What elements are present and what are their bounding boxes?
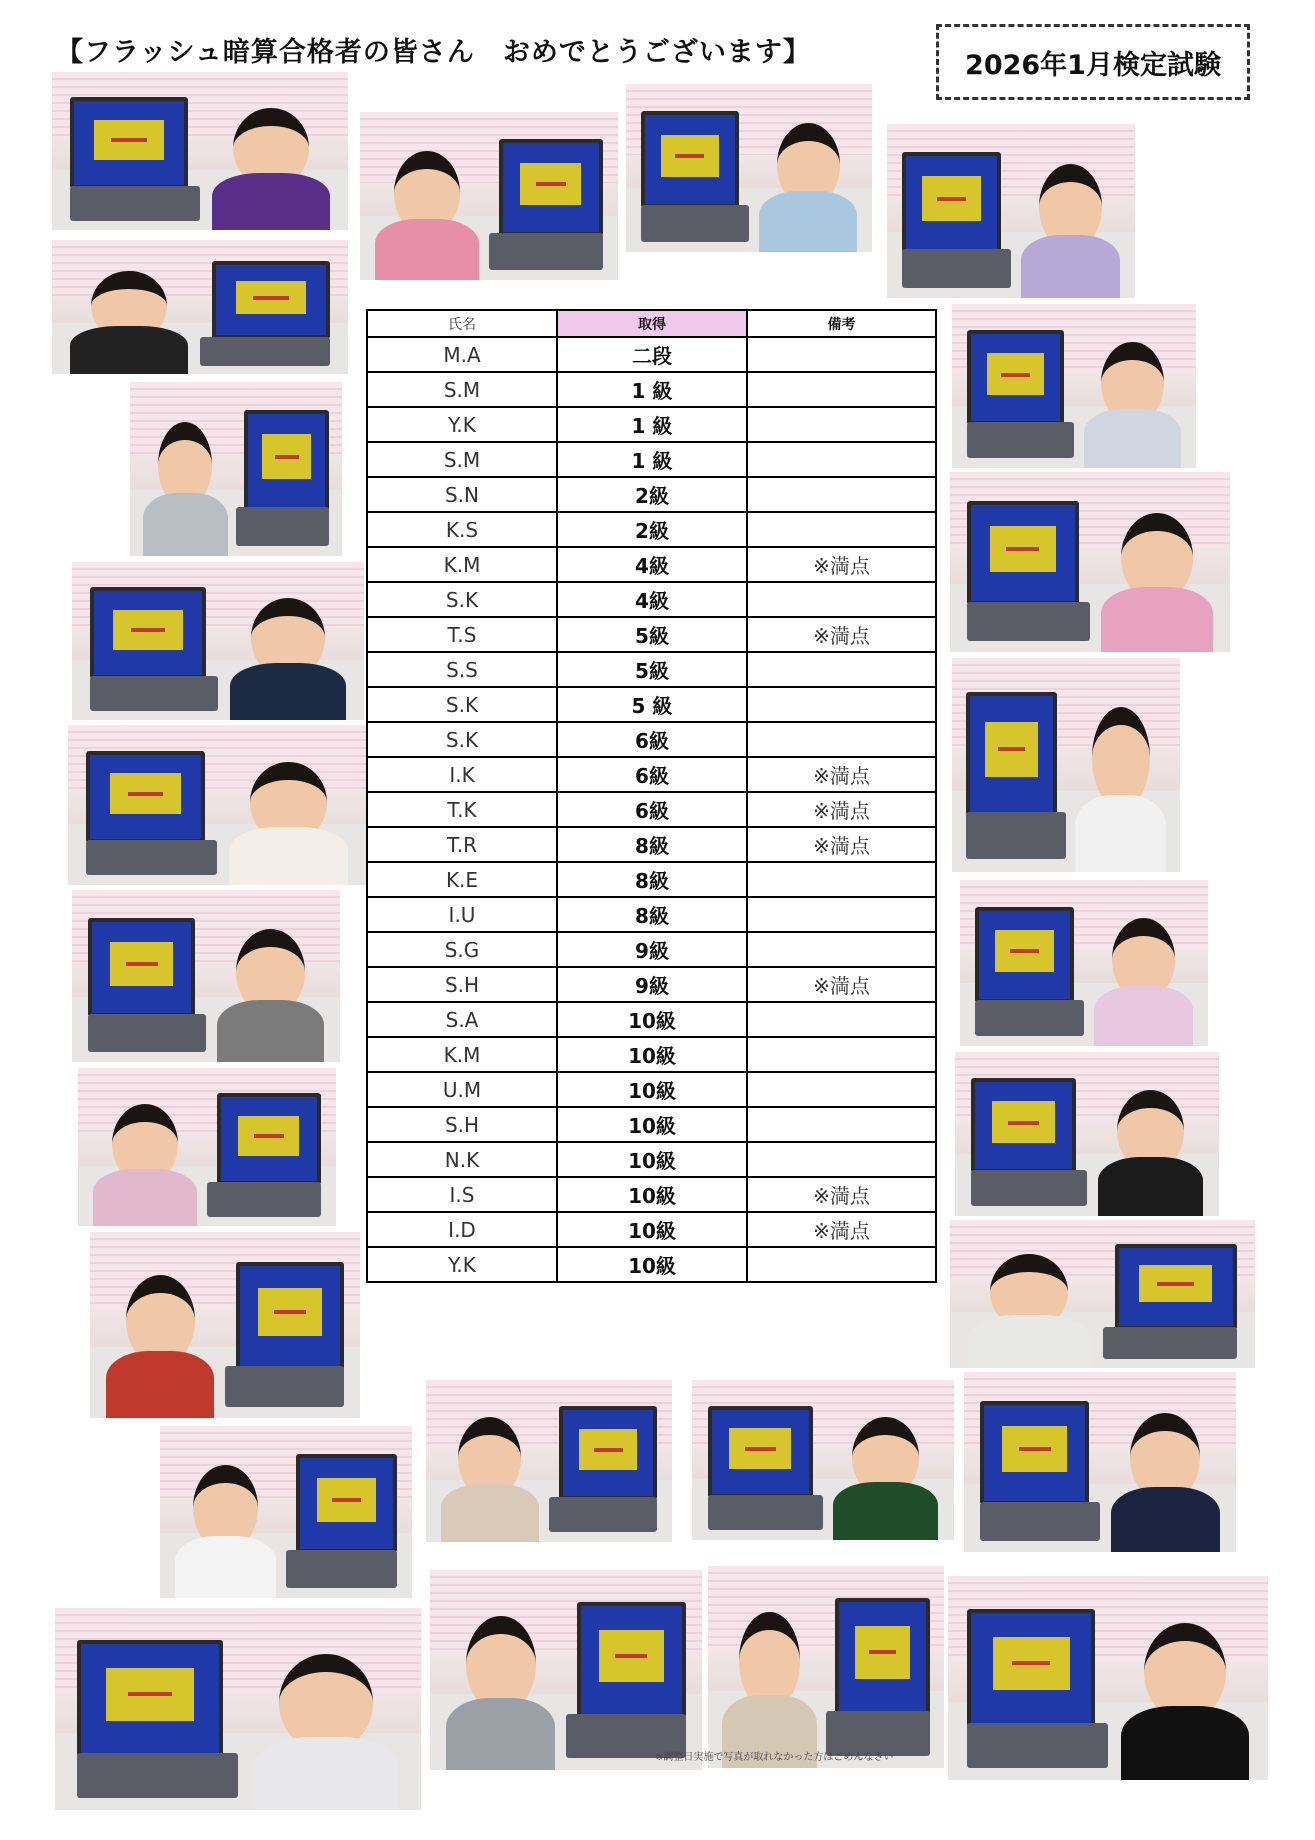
- student-figure: [759, 114, 857, 252]
- student-photo: [52, 72, 348, 230]
- student-photo: [360, 112, 618, 280]
- student-body: [217, 1000, 324, 1062]
- laptop-icon: [980, 1401, 1089, 1505]
- keyboard: [641, 205, 749, 242]
- note-cell: [747, 582, 936, 617]
- table-row: [367, 967, 936, 1002]
- student-figure: [217, 921, 324, 1062]
- student-figure: [968, 1247, 1090, 1368]
- grade-cell: 10級: [557, 1002, 747, 1037]
- note-cell: [747, 1142, 936, 1177]
- laptop-icon: [967, 501, 1079, 605]
- name-cell: S.H: [367, 1107, 557, 1142]
- table-row: [367, 617, 936, 652]
- note-cell: [747, 932, 936, 967]
- student-body: [1121, 1706, 1249, 1780]
- grade-cell: 1 級: [557, 372, 747, 407]
- student-photo: [887, 124, 1135, 298]
- name-cell: K.E: [367, 862, 557, 897]
- student-body: [93, 1169, 196, 1226]
- student-figure: [1075, 697, 1166, 872]
- name-cell: T.K: [367, 792, 557, 827]
- grade-cell: 2級: [557, 477, 747, 512]
- student-photo: [948, 1576, 1268, 1780]
- table-row: [367, 1072, 936, 1107]
- keyboard: [1103, 1327, 1237, 1360]
- name-cell: I.K: [367, 757, 557, 792]
- laptop-icon: [86, 751, 205, 844]
- note-cell: [747, 1107, 936, 1142]
- column-header-note: 備考: [747, 310, 936, 337]
- table-row: [367, 1107, 936, 1142]
- note-cell: ※満点: [747, 1212, 936, 1247]
- laptop-icon: [296, 1454, 397, 1554]
- student-body: [253, 1737, 399, 1810]
- keyboard: [200, 337, 330, 366]
- grade-cell: 6級: [557, 757, 747, 792]
- table-row: [367, 652, 936, 687]
- student-body: [1094, 986, 1193, 1046]
- student-body: [833, 1482, 938, 1540]
- grade-cell: 5級: [557, 652, 747, 687]
- keyboard: [980, 1502, 1100, 1542]
- note-cell: ※満点: [747, 967, 936, 1002]
- student-photo: [130, 382, 342, 556]
- student-figure: [1094, 910, 1193, 1046]
- student-figure: [1101, 504, 1213, 652]
- grade-cell: 5級: [557, 617, 747, 652]
- grade-cell: 6級: [557, 792, 747, 827]
- laptop-icon: [212, 261, 330, 339]
- name-cell: I.U: [367, 897, 557, 932]
- student-photo: [160, 1426, 412, 1598]
- keyboard: [207, 1182, 321, 1217]
- laptop-icon: [835, 1598, 929, 1715]
- note-cell: [747, 1247, 936, 1282]
- grade-cell: 4級: [557, 547, 747, 582]
- keyboard: [286, 1550, 397, 1588]
- note-cell: [747, 1037, 936, 1072]
- name-cell: K.M: [367, 547, 557, 582]
- laptop-icon: [88, 918, 195, 1018]
- note-cell: [747, 337, 936, 372]
- note-cell: ※満点: [747, 547, 936, 582]
- grade-cell: 10級: [557, 1212, 747, 1247]
- keyboard: [489, 233, 603, 270]
- student-photo: [950, 1220, 1255, 1368]
- student-figure: [175, 1457, 276, 1598]
- grade-cell: 10級: [557, 1072, 747, 1107]
- student-body: [1111, 1487, 1220, 1552]
- student-figure: [375, 142, 478, 280]
- student-figure: [446, 1606, 555, 1770]
- name-cell: Y.K: [367, 1247, 557, 1282]
- keyboard: [902, 249, 1011, 287]
- grade-cell: 2級: [557, 512, 747, 547]
- column-header-grade: 取得: [557, 310, 747, 337]
- name-cell: S.K: [367, 722, 557, 757]
- student-figure: [1084, 334, 1182, 468]
- keyboard: [90, 676, 218, 711]
- keyboard: [708, 1495, 823, 1530]
- table-row: [367, 1247, 936, 1282]
- page-title: 【フラッシュ暗算合格者の皆さん おめでとうございます】: [56, 37, 811, 68]
- table-row: [367, 897, 936, 932]
- note-cell: [747, 407, 936, 442]
- student-photo: [952, 658, 1180, 872]
- student-body: [375, 219, 478, 280]
- laptop-icon: [967, 330, 1065, 425]
- column-header-name: 氏名: [367, 310, 557, 337]
- name-cell: S.M: [367, 442, 557, 477]
- table-row: [367, 1142, 936, 1177]
- student-photo: [708, 1566, 944, 1768]
- note-cell: [747, 652, 936, 687]
- student-body: [1084, 409, 1182, 468]
- grade-cell: 10級: [557, 1177, 747, 1212]
- keyboard: [225, 1366, 344, 1407]
- note-cell: [747, 442, 936, 477]
- student-body: [1098, 1157, 1204, 1216]
- table-row: [367, 1177, 936, 1212]
- student-figure: [93, 1096, 196, 1226]
- student-photo: [55, 1608, 421, 1810]
- grade-cell: 8級: [557, 827, 747, 862]
- laptop-icon: [90, 587, 207, 679]
- student-body: [1075, 795, 1166, 872]
- name-cell: I.D: [367, 1212, 557, 1247]
- name-cell: S.M: [367, 372, 557, 407]
- name-cell: I.S: [367, 1177, 557, 1212]
- grade-cell: 9級: [557, 932, 747, 967]
- table-row: [367, 687, 936, 722]
- student-photo: [72, 890, 340, 1062]
- name-cell: K.M: [367, 1037, 557, 1072]
- name-cell: S.S: [367, 652, 557, 687]
- student-photo: [72, 562, 364, 720]
- note-cell: [747, 687, 936, 722]
- student-photo: [426, 1380, 672, 1542]
- laptop-icon: [77, 1640, 223, 1757]
- note-cell: [747, 897, 936, 932]
- keyboard: [975, 1000, 1084, 1037]
- student-photo: [955, 1052, 1219, 1216]
- grade-cell: 二段: [557, 337, 747, 372]
- laptop-icon: [708, 1406, 813, 1499]
- note-cell: [747, 512, 936, 547]
- laptop-icon: [902, 152, 1001, 253]
- note-cell: [747, 477, 936, 512]
- keyboard: [70, 186, 200, 221]
- keyboard: [966, 812, 1066, 859]
- note-cell: ※満点: [747, 617, 936, 652]
- grade-cell: 1 級: [557, 407, 747, 442]
- laptop-icon: [70, 97, 188, 189]
- student-head: [1092, 707, 1150, 809]
- name-cell: T.S: [367, 617, 557, 652]
- table-row: [367, 512, 936, 547]
- name-cell: S.K: [367, 687, 557, 722]
- table-row: [367, 1212, 936, 1247]
- table-row: [367, 477, 936, 512]
- table-row: [367, 757, 936, 792]
- keyboard: [77, 1753, 238, 1797]
- student-photo: [68, 725, 366, 885]
- student-figure: [106, 1265, 214, 1418]
- student-figure: [833, 1409, 938, 1540]
- laptop-icon: [966, 692, 1057, 816]
- table-row: [367, 862, 936, 897]
- student-photo: [90, 1232, 360, 1418]
- note-cell: [747, 1002, 936, 1037]
- note-cell: ※満点: [747, 792, 936, 827]
- table-row: [367, 337, 936, 372]
- student-body: [441, 1484, 539, 1542]
- grade-cell: 9級: [557, 967, 747, 1002]
- name-cell: K.S: [367, 512, 557, 547]
- name-cell: S.N: [367, 477, 557, 512]
- grade-cell: 10級: [557, 1247, 747, 1282]
- student-figure: [70, 264, 188, 374]
- keyboard: [88, 1014, 206, 1052]
- laptop-icon: [577, 1602, 686, 1718]
- laptop-icon: [971, 1078, 1077, 1173]
- keyboard: [971, 1170, 1087, 1206]
- table-row: [367, 582, 936, 617]
- table-row: [367, 372, 936, 407]
- student-body: [230, 663, 347, 720]
- grade-cell: 10級: [557, 1037, 747, 1072]
- student-figure: [1111, 1404, 1220, 1552]
- note-cell: ※満点: [747, 827, 936, 862]
- laptop-icon: [559, 1406, 657, 1500]
- student-figure: [441, 1409, 539, 1542]
- student-body: [212, 173, 330, 230]
- table-row: [367, 722, 936, 757]
- student-body: [759, 191, 857, 252]
- grade-cell: 6級: [557, 722, 747, 757]
- student-photo: [950, 472, 1230, 652]
- note-cell: [747, 372, 936, 407]
- laptop-icon: [499, 139, 602, 236]
- student-figure: [1098, 1082, 1204, 1216]
- laptop-icon: [244, 410, 329, 511]
- student-body: [143, 493, 228, 556]
- student-figure: [229, 754, 348, 885]
- grade-cell: 5 級: [557, 687, 747, 722]
- grade-cell: 4級: [557, 582, 747, 617]
- keyboard: [236, 507, 329, 545]
- keyboard: [967, 422, 1074, 458]
- note-cell: [747, 722, 936, 757]
- student-body: [446, 1698, 555, 1770]
- student-body: [229, 827, 348, 885]
- table-row: [367, 932, 936, 967]
- student-body: [1101, 587, 1213, 652]
- student-figure: [1121, 1613, 1249, 1780]
- table-row: [367, 827, 936, 862]
- note-cell: ※満点: [747, 757, 936, 792]
- student-photo: [78, 1068, 336, 1226]
- footnote: ※調整日実施で写真が取れなかった方はごめんなさい: [655, 1752, 894, 1763]
- keyboard: [549, 1497, 657, 1533]
- keyboard: [86, 840, 217, 875]
- student-photo: [964, 1372, 1236, 1552]
- student-figure: [212, 100, 330, 230]
- name-cell: S.K: [367, 582, 557, 617]
- laptop-icon: [967, 1609, 1095, 1727]
- grade-cell: 8級: [557, 897, 747, 932]
- laptop-icon: [217, 1093, 320, 1185]
- student-body: [1021, 235, 1120, 298]
- note-cell: ※満点: [747, 1177, 936, 1212]
- student-body: [70, 326, 188, 374]
- grade-cell: 1 級: [557, 442, 747, 477]
- student-figure: [143, 413, 228, 556]
- laptop-icon: [641, 111, 739, 208]
- student-photo: [430, 1570, 702, 1770]
- laptop-icon: [1115, 1244, 1237, 1330]
- laptop-icon: [975, 907, 1074, 1003]
- note-cell: [747, 1072, 936, 1107]
- name-cell: N.K: [367, 1142, 557, 1177]
- results-table: [366, 309, 937, 1283]
- student-photo: [626, 84, 872, 252]
- student-photo: [52, 240, 348, 374]
- table-row: [367, 1002, 936, 1037]
- student-photo: [692, 1380, 954, 1540]
- student-figure: [1021, 155, 1120, 298]
- exam-label: 2026年1月検定試験: [936, 24, 1250, 100]
- student-body: [106, 1351, 214, 1418]
- name-cell: U.M: [367, 1072, 557, 1107]
- table-row: [367, 792, 936, 827]
- laptop-icon: [236, 1262, 344, 1370]
- name-cell: Y.K: [367, 407, 557, 442]
- table-row: [367, 547, 936, 582]
- keyboard: [967, 602, 1090, 642]
- keyboard: [967, 1723, 1108, 1768]
- name-cell: S.H: [367, 967, 557, 1002]
- table-row: [367, 442, 936, 477]
- name-cell: S.G: [367, 932, 557, 967]
- student-figure: [722, 1602, 816, 1768]
- name-cell: S.A: [367, 1002, 557, 1037]
- grade-cell: 10級: [557, 1107, 747, 1142]
- student-photo: [952, 304, 1196, 468]
- student-figure: [230, 590, 347, 720]
- name-cell: T.R: [367, 827, 557, 862]
- table-row: [367, 407, 936, 442]
- student-photo: [960, 880, 1208, 1046]
- grade-cell: 8級: [557, 862, 747, 897]
- note-cell: [747, 862, 936, 897]
- grade-cell: 10級: [557, 1142, 747, 1177]
- student-figure: [253, 1644, 399, 1810]
- name-cell: M.A: [367, 337, 557, 372]
- student-body: [968, 1315, 1090, 1368]
- table-row: [367, 1037, 936, 1072]
- table-header-row: [367, 310, 936, 337]
- student-body: [175, 1536, 276, 1598]
